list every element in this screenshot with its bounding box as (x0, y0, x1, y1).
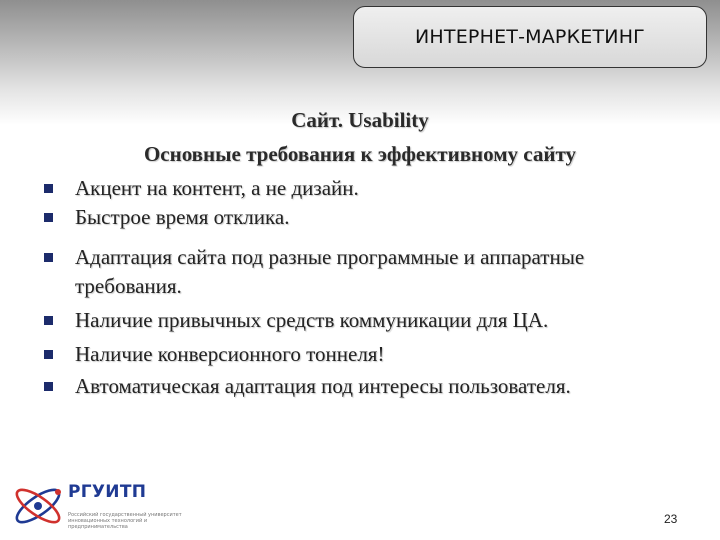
bullet-marker-icon (44, 316, 53, 325)
bullet-item (75, 174, 695, 203)
page-number: 23 (664, 512, 678, 526)
slide-heading: Сайт. Usability (291, 108, 429, 132)
bullet-text: Наличие конверсионного тоннеля! (75, 342, 385, 366)
bullet-item (75, 306, 695, 335)
bullet-item (75, 243, 695, 301)
slide-subheading: Основные требования к эффективному сайту (143, 142, 577, 166)
bullet-text: Наличие привычных средств коммуникации для ЦА. (75, 308, 549, 332)
atom-logo-icon (10, 476, 66, 534)
university-logo (10, 476, 210, 536)
bullet-marker-icon (44, 382, 53, 391)
logo-subtitle: Российский государственный университет инновационных технологий и предпринимательства (68, 512, 182, 530)
bullet-marker-icon (44, 213, 53, 222)
bullet-item (75, 203, 695, 232)
header-title: ИНТЕРНЕТ-МАРКЕТИНГ (415, 26, 645, 48)
bullet-item (75, 340, 695, 369)
bullet-marker-icon (44, 184, 53, 193)
bullet-item (75, 372, 695, 401)
bullet-marker-icon (44, 350, 53, 359)
bullet-text: Адаптация сайта под разные программные и аппаратные требования. (75, 245, 585, 298)
bullet-text: Быстрое время отклика. (75, 205, 290, 229)
bullet-text: Акцент на контент, а не дизайн. (75, 176, 359, 200)
logo-name: РГУИТП (68, 482, 147, 502)
bullet-marker-icon (44, 253, 53, 262)
bullet-text: Автоматическая адаптация под интересы пользователя. (75, 374, 571, 398)
